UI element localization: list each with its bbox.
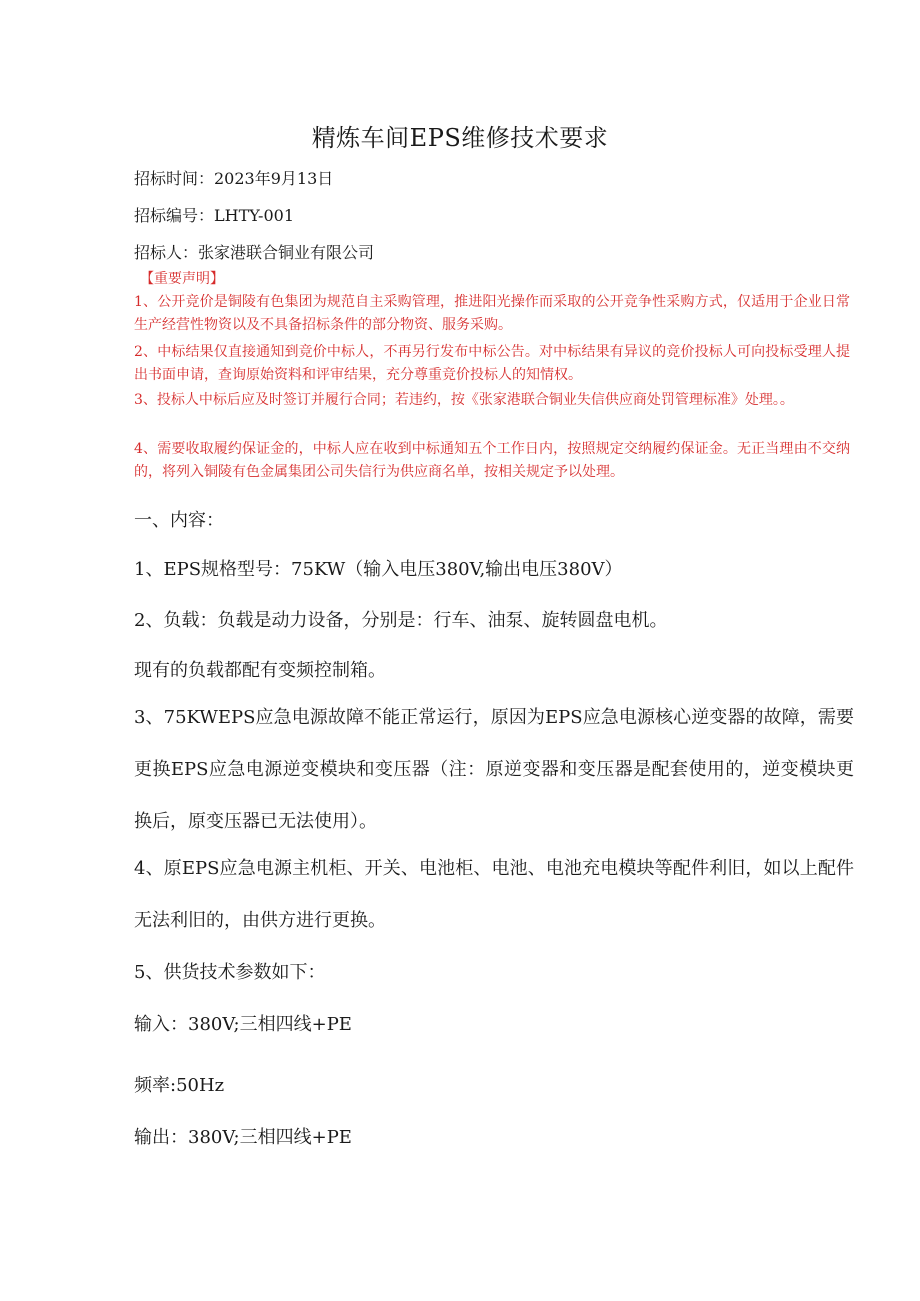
param-input: 输入：380V;三相四线+PE (134, 1014, 352, 1035)
param-output: 输出：380V;三相四线+PE (134, 1127, 352, 1148)
document-title: 精炼车间EPS维修技术要求 (311, 124, 609, 152)
notice-item: 2、中标结果仅直接通知到竞价中标人，不再另行发布中标公告。对中标结果有异议的竞价投标人可向投标受理人提出书面申请，查询原始资料和评审结果，充分尊重竞价投标人的知情权。 (134, 344, 850, 383)
content-item-2: 2、负载：负载是动力设备，分别是：行车、油泵、旋转圆盘电机。 (134, 610, 668, 631)
bid-time: 招标时间：2023年9月13日 (134, 169, 334, 188)
notice-item: 4、需要收取履约保证金的，中标人应在收到中标通知五个工作日内，按照规定交纳履约保证金。无正当理由不交纳的，将列入铜陵有色金属集团公司失信行为供应商名单，按相关规定予以处理。 (134, 441, 850, 480)
content-item-4: 4、原EPS应急电源主机柜、开关、电池柜、电池、电池充电模块等配件利旧，如以上配件无法利旧的，由供方进行更换。 (134, 858, 854, 931)
content-item-3: 3、75KWEPS应急电源故障不能正常运行，原因为EPS应急电源核心逆变器的故障，需要更换EPS应急电源逆变模块和变压器（注：原逆变器和变压器是配套使用的，逆变模块更换后，原变压器已无法使用）。 (134, 707, 854, 832)
content-item-5: 5、供货技术参数如下： (134, 962, 326, 983)
bidder: 招标人：张家港联合铜业有限公司 (134, 243, 375, 262)
param-frequency: 频率:50Hz (134, 1075, 225, 1096)
section-heading: 一、内容： (134, 510, 224, 531)
notice-item: 1、公开竞价是铜陵有色集团为规范自主采购管理，推进阳光操作而采取的公开竞争性采购方式，仅适用于企业日常生产经营性物资以及不具备招标条件的部分物资、服务采购。 (134, 294, 850, 333)
bid-number: 招标编号：LHTY-001 (134, 206, 295, 225)
notice-item: 3、投标人中标后应及时签订并履行合同；若违约，按《张家港联合铜业失信供应商处罚管理标准》处理。。 (134, 392, 794, 408)
content-item-2-note: 现有的负载都配有变频控制箱。 (134, 660, 386, 681)
content-item-1: 1、EPS规格型号：75KW（输入电压380V,输出电压380V） (134, 559, 623, 580)
notice-heading: 【重要声明】 (140, 271, 224, 287)
